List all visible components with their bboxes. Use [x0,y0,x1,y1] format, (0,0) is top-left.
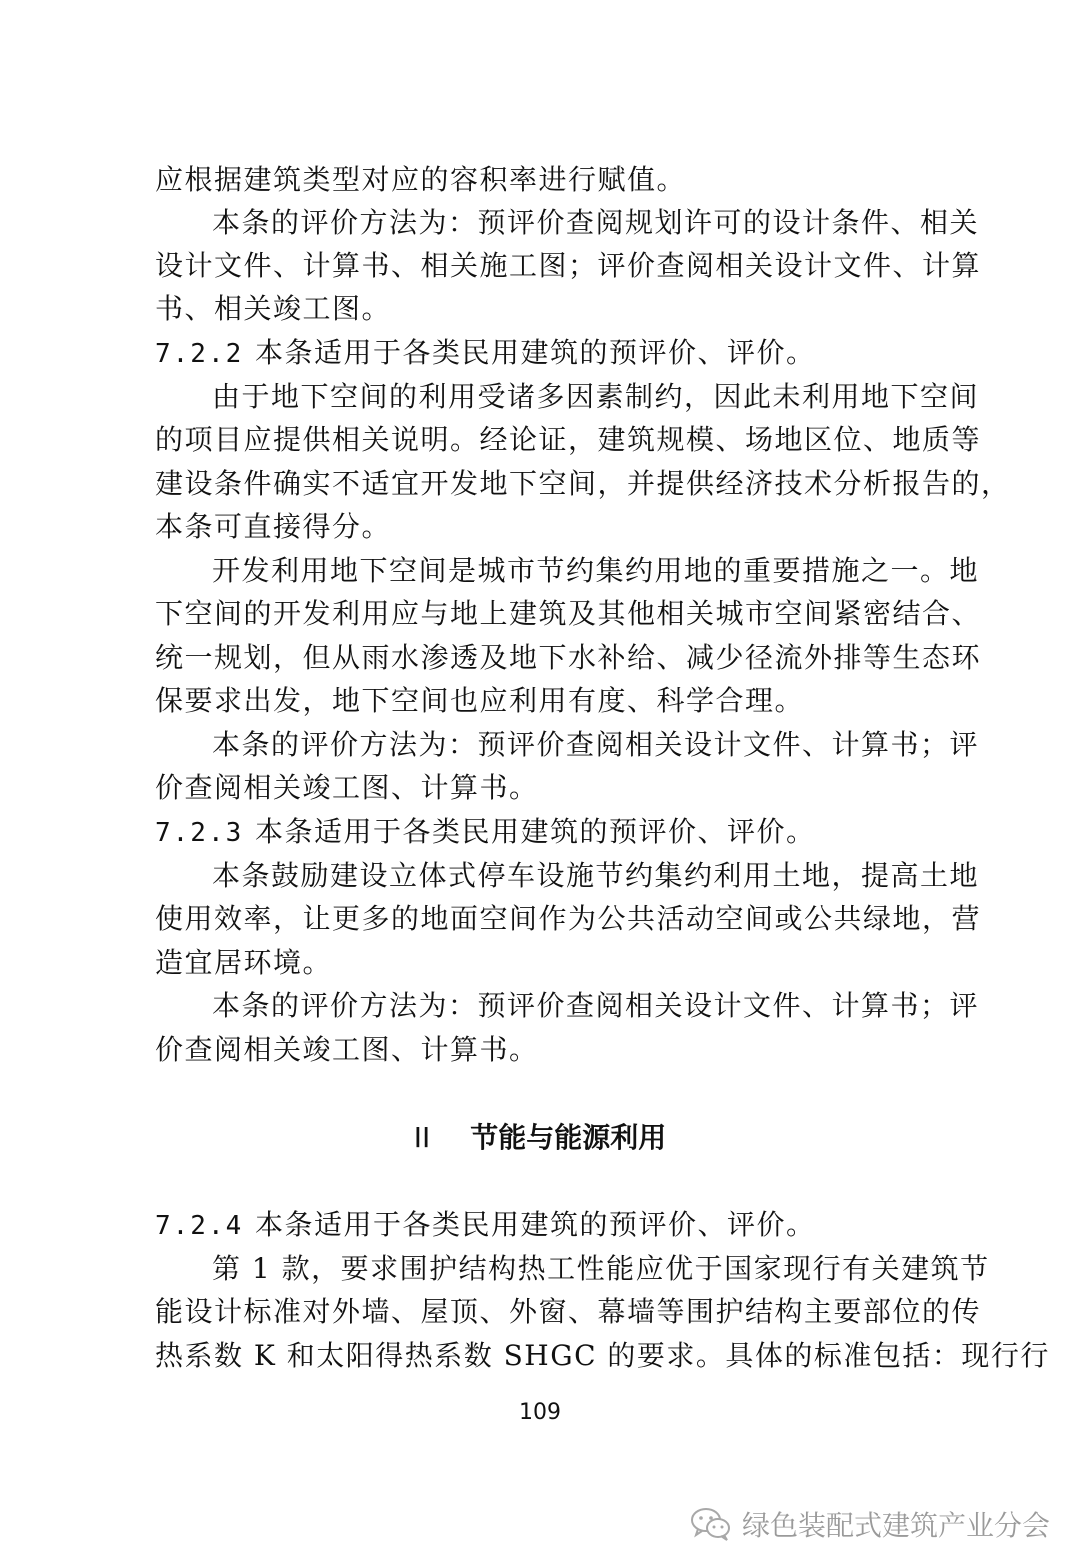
paragraph-line: 保要求出发，地下空间也应利用有度、科学合理。 [155,684,805,717]
paragraph-line: 设计文件、计算书、相关施工图；评价查阅相关设计文件、计算 [155,249,982,282]
section-title: 节能与能源利用 [470,1121,667,1154]
paragraph-line: 书、相关竣工图。 [155,292,392,325]
paragraph-line: 本条可直接得分。 [155,510,392,543]
paragraph-line: 本条的评价方法为：预评价查阅相关设计文件、计算书；评 [212,989,980,1022]
paragraph-line: 第 1 款，要求围护结构热工性能应优于国家现行有关建筑节 [212,1252,990,1285]
paragraph-line: 应根据建筑类型对应的容积率进行赋值。 [155,163,687,196]
clause-text: 本条适用于各类民用建筑的预评价、评价。 [255,336,816,369]
paragraph-line: 由于地下空间的利用受诸多因素制约，因此未利用地下空间 [212,380,980,413]
clause-text: 本条适用于各类民用建筑的预评价、评价。 [255,1208,816,1241]
clause-text: 本条适用于各类民用建筑的预评价、评价。 [255,815,816,848]
clause-number: 7.2.4 [155,1211,244,1241]
paragraph-line: 统一规划，但从雨水渗透及地下水补给、减少径流外排等生态环 [155,641,982,674]
paragraph-line: 下空间的开发利用应与地上建筑及其他相关城市空间紧密结合、 [155,597,982,630]
watermark-text: 绿色装配式建筑产业分会 [741,1509,1050,1542]
paragraph-line: 热系数 K 和太阳得热系数 SHGC 的要求。具体的标准包括：现行行 [155,1339,1050,1372]
paragraph-line: 价查阅相关竣工图、计算书。 [155,1033,539,1066]
paragraph-line: 本条的评价方法为：预评价查阅相关设计文件、计算书；评 [212,728,980,761]
paragraph-line: 建设条件确实不适宜开发地下空间，并提供经济技术分析报告的， [155,467,1011,500]
paragraph-line: 能设计标准对外墙、屋顶、外窗、幕墙等围护结构主要部位的传 [155,1295,982,1328]
section-numeral: II [413,1121,431,1154]
paragraph-line: 开发利用地下空间是城市节约集约用地的重要措施之一。地 [212,554,980,587]
clause-7-2-4 [155,1205,816,1246]
clause-7-2-3 [155,812,816,853]
section-heading [0,1118,1080,1158]
paragraph-line: 造宜居环境。 [155,946,333,979]
clause-number: 7.2.3 [155,818,244,848]
clause-number: 7.2.2 [155,339,244,369]
paragraph-line: 的项目应提供相关说明。经论证，建筑规模、场地区位、地质等 [155,423,982,456]
page-number: 109 [519,1400,561,1425]
clause-7-2-2 [155,333,816,374]
watermark [690,1502,1050,1546]
paragraph-line: 本条的评价方法为：预评价查阅规划许可的设计条件、相关 [212,206,980,239]
paragraph-line: 本条鼓励建设立体式停车设施节约集约利用土地，提高土地 [212,859,980,892]
wechat-icon [690,1506,732,1542]
paragraph-line: 价查阅相关竣工图、计算书。 [155,771,539,804]
paragraph-line: 使用效率，让更多的地面空间作为公共活动空间或公共绿地，营 [155,902,982,935]
